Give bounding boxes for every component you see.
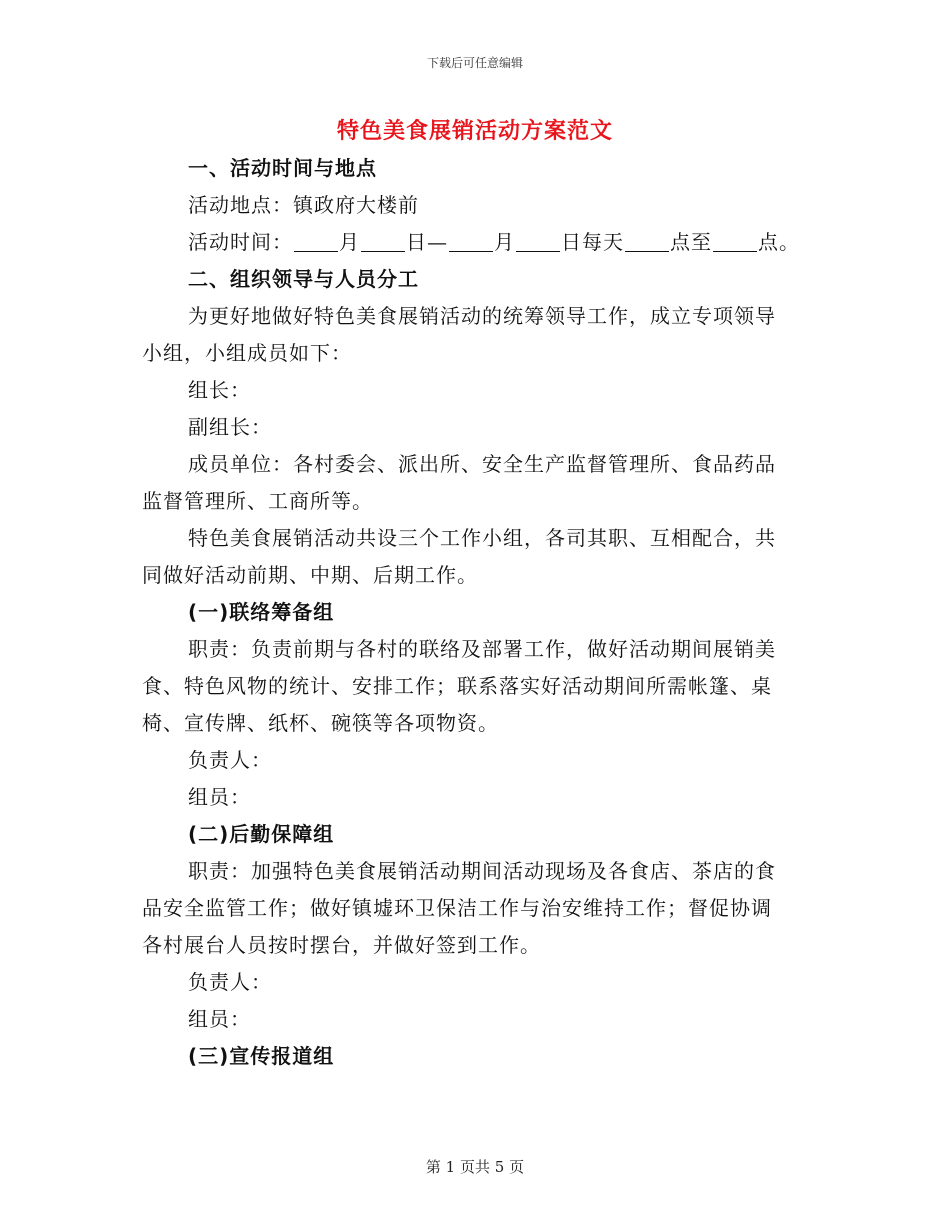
paragraph-time (142, 224, 802, 261)
paragraph-members-cont: 监督管理所、工商所等。 (142, 489, 373, 513)
group-heading-publicity: (三)宣传报道组 (188, 1044, 335, 1068)
group-heading-liaison: (一)联络筹备组 (188, 600, 335, 624)
paragraph-g1-duty-cont: 椅、宣传牌、纸杯、碗筷等各项物资。 (142, 711, 499, 735)
time-text: 点。 (758, 230, 800, 254)
paragraph-groups-cont: 同做好活动前期、中期、后期工作。 (142, 563, 478, 587)
paragraph-g2-duty-cont: 各村展台人员按时摆台，并做好签到工作。 (142, 933, 541, 957)
time-label: 活动时间： (188, 230, 293, 254)
document-title: 特色美食展销活动方案范文 (336, 118, 613, 144)
group-heading-logistics: (二)后勤保障组 (188, 822, 335, 846)
time-text: 月 (494, 230, 515, 254)
paragraph-g1-duty-cont: 食、特色风物的统计、安排工作；联系落实好活动期间所需帐篷、桌 (142, 674, 772, 698)
paragraph-g2-duty: 职责：加强特色美食展销活动期间活动现场及各食店、茶店的食 (188, 859, 776, 883)
blank-field (294, 231, 338, 252)
paragraph-groups: 特色美食展销活动共设三个工作小组，各司其职、互相配合，共 (188, 526, 776, 550)
leader-line: 组长： (188, 378, 251, 402)
page-header-note: 下载后可任意编辑 (426, 56, 523, 70)
g2-members-line: 组员： (188, 1007, 251, 1031)
blank-field (516, 231, 560, 252)
time-text: 日— (406, 230, 448, 254)
paragraph-g2-duty-cont: 品安全监管工作；做好镇墟环卫保洁工作与治安维持工作；督促协调 (142, 896, 772, 920)
time-text: 月 (339, 230, 360, 254)
blank-field (625, 231, 669, 252)
section-heading-time-place: 一、活动时间与地点 (188, 156, 377, 180)
blank-field (713, 231, 757, 252)
paragraph-intro-cont: 小组，小组成员如下： (142, 341, 352, 365)
g1-members-line: 组员： (188, 785, 251, 809)
paragraph-intro: 为更好地做好特色美食展销活动的统筹领导工作，成立专项领导 (188, 304, 776, 328)
blank-field (449, 231, 493, 252)
document-body (142, 150, 802, 1075)
paragraph-g1-duty: 职责：负责前期与各村的联络及部署工作，做好活动期间展销美 (188, 637, 776, 661)
time-text: 日每天 (561, 230, 624, 254)
g2-owner-line: 负责人： (188, 970, 272, 994)
paragraph-location: 活动地点：镇政府大楼前 (188, 193, 419, 217)
g1-owner-line: 负责人： (188, 748, 272, 772)
time-text: 点至 (670, 230, 712, 254)
vice-leader-line: 副组长： (188, 415, 272, 439)
section-heading-organization: 二、组织领导与人员分工 (188, 267, 419, 291)
blank-field (361, 231, 405, 252)
paragraph-members: 成员单位：各村委会、派出所、安全生产监督管理所、食品药品 (188, 452, 776, 476)
page-footer: 第 1 页共 5 页 (425, 1158, 525, 1176)
